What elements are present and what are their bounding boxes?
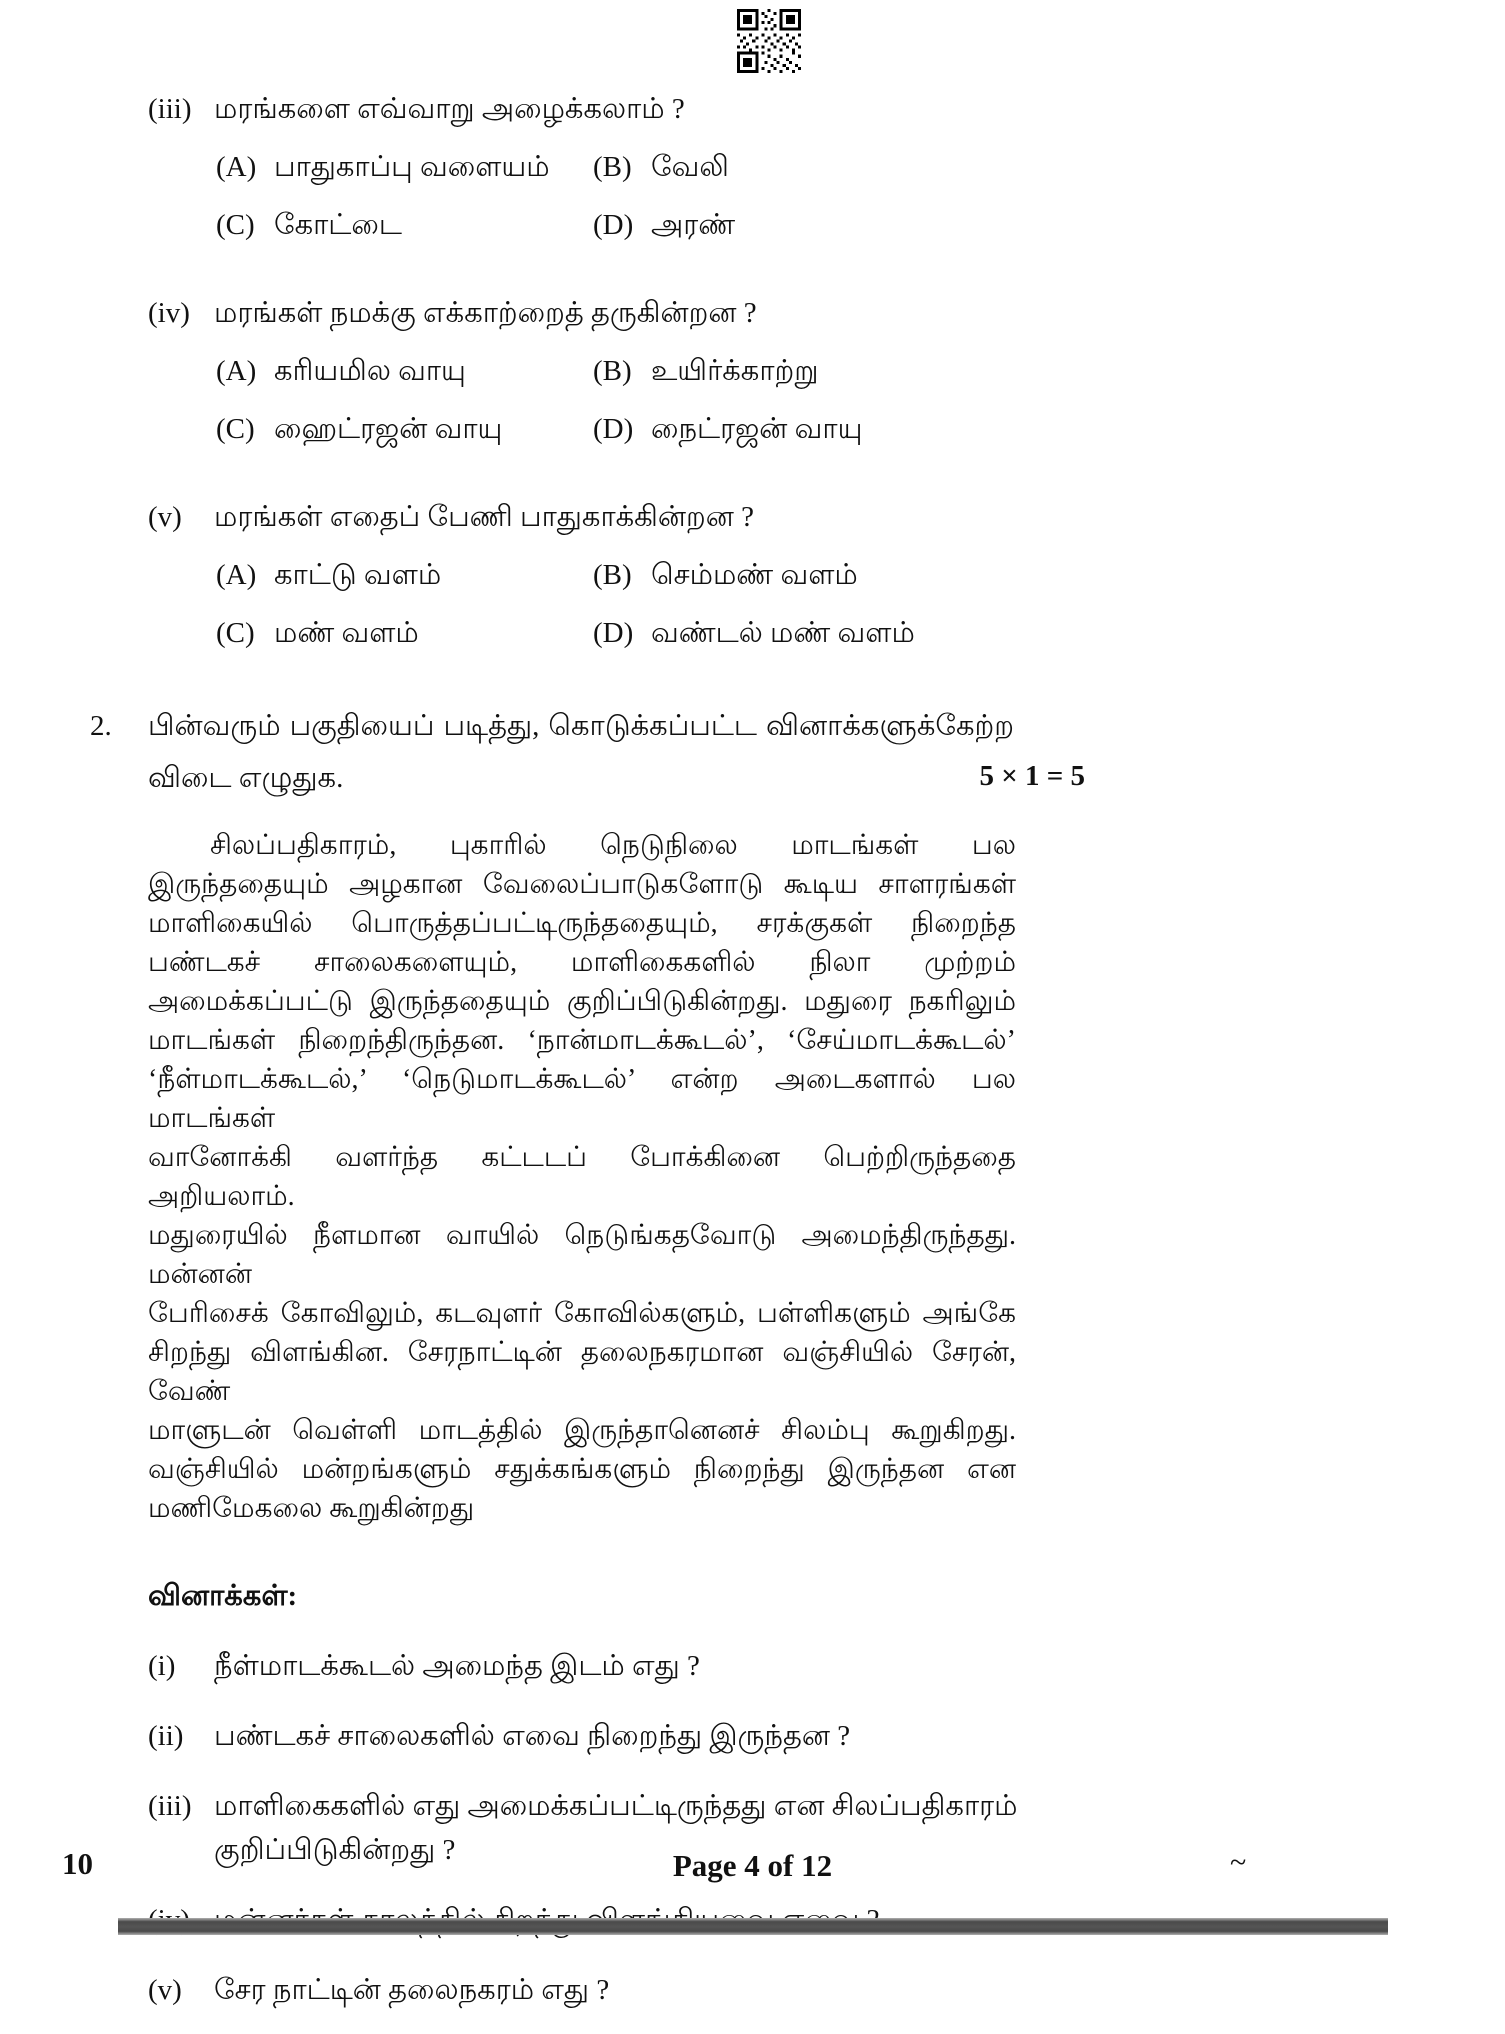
qr-code — [737, 8, 801, 79]
question-2 — [90, 700, 1085, 2012]
question-v-row — [148, 496, 1085, 538]
question-v — [90, 496, 1085, 654]
marks-label: 5 × 1 = 5 — [979, 760, 1085, 792]
question-2-header — [90, 700, 1085, 804]
passage-line: மாடங்கள் நிறைந்திருந்தன. ‘நான்மாடக்கூடல்’, ‘சேய்மாடக்கூடல்’ — [148, 1025, 1016, 1056]
passage-line: சிலப்பதிகாரம், புகாரில் நெடுநிலை மாடங்கள் பல — [210, 830, 1016, 861]
option-text: உயிர்க்காற்று — [651, 355, 819, 387]
options-row — [216, 146, 1085, 188]
question-number: (iv) — [148, 297, 190, 329]
option-label: (D) — [593, 617, 634, 649]
reading-passage — [148, 826, 1016, 1528]
option-text: பாதுகாப்பு வளையம் — [274, 151, 550, 183]
option-text: அரண் — [651, 209, 736, 241]
option-d — [593, 612, 1085, 654]
sub-question-number: (ii) — [148, 1720, 184, 1752]
option-label: (A) — [216, 151, 257, 183]
bottom-divider-bar — [118, 1918, 1388, 1935]
option-text: நைட்ரஜன் வாயு — [651, 413, 863, 445]
question-text: மரங்கள் நமக்கு எக்காற்றைத் தருகின்றன ? — [214, 297, 757, 329]
options-row — [216, 408, 1085, 450]
sub-question-i — [148, 1644, 1085, 1688]
passage-line: பேரிசைக் கோவிலும், கடவுளர் கோவில்களும், பள்ளிகளும் அங்கே — [148, 1298, 1016, 1329]
question-number: (v) — [148, 501, 182, 533]
passage-line: மதுரையில் நீளமான வாயில் நெடுங்கதவோடு அமைந்திருந்தது. மன்னன் — [148, 1220, 1016, 1290]
option-a — [216, 350, 593, 392]
passage-line: இருந்ததையும் அழகான வேலைப்பாடுகளோடு கூடிய சாளரங்கள் — [148, 869, 1016, 900]
passage-line: வஞ்சியில் மன்றங்களும் சதுக்கங்களும் நிறைந்து இருந்தன என — [148, 1454, 1016, 1485]
sub-question-text: நீள்மாடக்கூடல் அமைந்த இடம் எது ? — [214, 1650, 700, 1682]
sub-question-text: பண்டகச் சாலைகளில் எவை நிறைந்து இருந்தன ? — [214, 1720, 851, 1752]
question-number: (iii) — [148, 93, 192, 125]
page-content — [90, 88, 1085, 2012]
qr-code-image — [737, 8, 801, 74]
sub-question-number: (iii) — [148, 1790, 192, 1822]
option-d — [593, 204, 1085, 246]
question-iii-row — [148, 88, 1085, 130]
passage-line: ‘நீள்மாடக்கூடல்,’ ‘நெடுமாடக்கூடல்’ என்ற அடைகளால் பல மாடங்கள் — [148, 1064, 1016, 1134]
option-label: (C) — [216, 413, 255, 445]
option-label: (D) — [593, 413, 634, 445]
option-b — [593, 350, 1085, 392]
option-label: (B) — [593, 355, 632, 387]
options-row — [216, 350, 1085, 392]
sub-question-number: (i) — [148, 1650, 176, 1682]
sub-question-text: மாளிகைகளில் எது அமைக்கப்பட்டிருந்தது என சிலப்பதிகாரம் குறிப்பிடுகின்றது ? — [214, 1790, 1018, 1866]
options-row — [216, 612, 1085, 654]
option-label: (C) — [216, 209, 255, 241]
passage-line: பண்டகச் சாலைகளையும், மாளிகைகளில் நிலா முற்றம் — [148, 947, 1016, 978]
option-text: மண் வளம் — [274, 617, 419, 649]
options-row — [216, 554, 1085, 596]
option-text: செம்மண் வளம் — [651, 559, 858, 591]
options-row — [216, 204, 1085, 246]
tilde-mark: ~ — [1230, 1846, 1247, 1879]
passage-line: சிறந்து விளங்கின. சேரநாட்டின் தலைநகரமான வஞ்சியில் சேரன், வேண் — [148, 1337, 1016, 1407]
option-label: (B) — [593, 151, 632, 183]
passage-line: மணிமேகலை கூறுகின்றது — [148, 1493, 475, 1524]
question-number: 2. — [90, 710, 112, 742]
option-a — [216, 554, 593, 596]
sub-question-number: (v) — [148, 1974, 182, 2006]
question-intro-line2: விடை எழுதுக. — [148, 762, 344, 794]
option-text: ஹைட்ரஜன் வாயு — [274, 413, 503, 445]
page-number: Page 4 of 12 — [672, 1848, 833, 1883]
option-b — [593, 554, 1085, 596]
passage-line: வானோக்கி வளர்ந்த கட்டடப் போக்கினை பெற்றிருந்ததை அறியலாம். — [148, 1142, 1016, 1212]
question-iii — [90, 88, 1085, 246]
option-text: கரியமில வாயு — [274, 355, 466, 387]
option-label: (A) — [216, 355, 257, 387]
option-label: (C) — [216, 617, 255, 649]
option-c — [216, 612, 593, 654]
question-text: மரங்கள் எதைப் பேணி பாதுகாக்கின்றன ? — [214, 501, 755, 533]
question-iv — [90, 292, 1085, 450]
passage-line: மாளுடன் வெள்ளி மாடத்தில் இருந்தானெனச் சிலம்பு கூறுகிறது. — [148, 1415, 1016, 1446]
option-b — [593, 146, 1085, 188]
question-text: மரங்களை எவ்வாறு அழைக்கலாம் ? — [214, 93, 685, 125]
option-text: வேலி — [651, 151, 729, 183]
paper-code: 10 — [62, 1846, 93, 1881]
passage-line: மாளிகையில் பொருத்தப்பட்டிருந்ததையும், சரக்குகள் நிறைந்த — [148, 908, 1016, 939]
option-text: கோட்டை — [274, 209, 402, 241]
question-iv-row — [148, 292, 1085, 334]
option-label: (D) — [593, 209, 634, 241]
option-label: (B) — [593, 559, 632, 591]
question-intro-line1: பின்வரும் பகுதியைப் படித்து, கொடுக்கப்பட்ட வினாக்களுக்கேற்ற — [148, 710, 1014, 742]
option-d — [593, 408, 1085, 450]
option-text: வண்டல் மண் வளம் — [651, 617, 915, 649]
sub-questions-heading: வினாக்கள்: — [148, 1580, 298, 1612]
option-c — [216, 204, 593, 246]
sub-question-text: சேர நாட்டின் தலைநகரம் எது ? — [214, 1974, 610, 2006]
question-intro — [148, 700, 1014, 804]
option-label: (A) — [216, 559, 257, 591]
sub-question-ii — [148, 1714, 1085, 1758]
sub-question-v — [148, 1968, 1085, 2012]
option-text: காட்டு வளம் — [274, 559, 442, 591]
passage-line: அமைக்கப்பட்டு இருந்ததையும் குறிப்பிடுகின்றது. மதுரை நகரிலும் — [148, 986, 1016, 1017]
option-c — [216, 408, 593, 450]
option-a — [216, 146, 593, 188]
